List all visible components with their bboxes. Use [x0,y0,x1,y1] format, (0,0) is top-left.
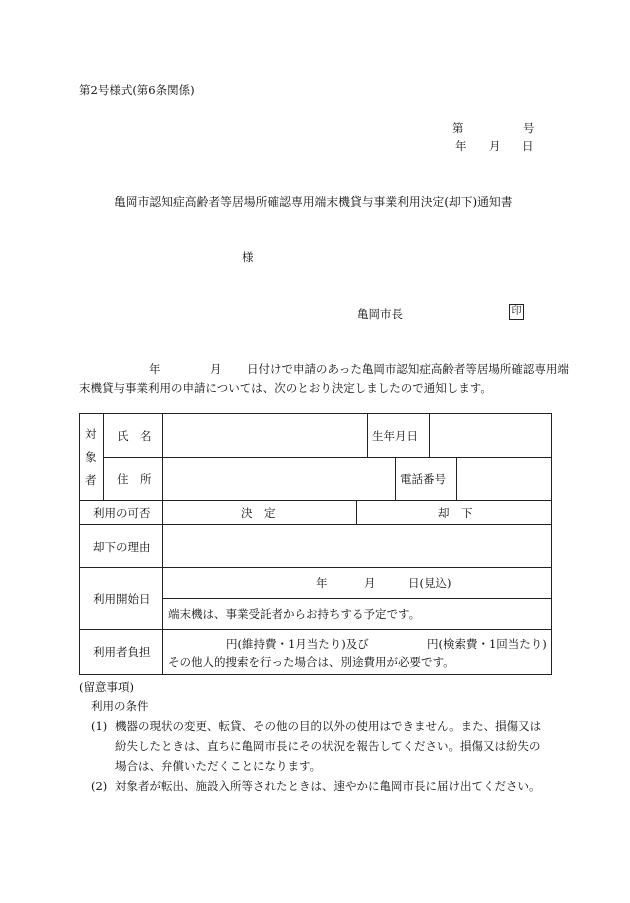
number-dai: 第 [452,121,464,135]
number-go: 号 [523,121,535,135]
note-item2-number: (2) [91,779,108,793]
start-date-label: 利用開始日 [93,592,151,606]
date-day: 日 [522,139,534,153]
intro-text-line2: 末機貸与事業利用の申請については、次のとおり決定しましたので通知します。 [79,381,492,395]
subject-label-3: 者 [85,473,97,487]
intro-year: 年 [149,362,161,376]
rejection-label: 却 下 [438,506,473,520]
intro-month: 月 [210,362,222,376]
form-number: 第2号様式(第6条関係) [79,83,195,97]
start-day: 日(見込) [408,576,452,590]
start-month: 月 [364,576,376,590]
decision-label: 決 定 [241,506,276,520]
name-label: 氏 名 [117,429,152,443]
application-table [79,413,552,675]
seal-mark: 印 [509,304,524,320]
subject-label-2: 象 [85,450,97,464]
issuer: 亀岡市長 [357,307,403,321]
notes-heading: (留意事項) [79,680,134,694]
reason-label: 却下の理由 [93,540,151,554]
date-year: 年 [455,139,467,153]
phone-label: 電話番号 [400,472,446,486]
address-label: 住 所 [117,472,152,486]
intro-text-line1: 日付けで申請のあった亀岡市認知症高齢者等居場所確認専用端 [247,362,569,376]
addressee-suffix: 様 [242,250,254,264]
subject-label-1: 対 [85,427,97,441]
birthdate-label: 生年月日 [372,429,418,443]
start-year: 年 [316,576,328,590]
burden-line1-b: 円(検索費・1回当たり) [427,637,547,651]
burden-label: 利用者負担 [93,645,151,659]
device-note: 端末機は、事業受託者からお持ちする予定です。 [168,607,421,621]
burden-line2: その他人的捜索を行った場合は、別途費用が必要です。 [168,655,455,669]
note-item1-line3: 場合は、弁償いただくことになります。 [115,759,322,773]
document-title: 亀岡市認知症高齢者等居場所確認専用端末機貸与事業利用決定(却下)通知書 [114,195,513,209]
date-month: 月 [489,139,501,153]
note-item1-number: (1) [91,719,108,733]
note-item1-line1: 機器の現状の変更、転貸、その他の目的以外の使用はできません。また、損傷又は [115,719,542,733]
burden-line1-a: 円(維持費・1月当たり)及び [226,637,369,651]
usage-label: 利用の可否 [93,506,151,520]
notes-subheading: 利用の条件 [91,699,149,713]
note-item1-line2: 紛失したときは、直ちに亀岡市長にその状況を報告してください。損傷又は紛失の [115,739,541,753]
note-item2-line1: 対象者が転出、施設入所等されたときは、速やかに亀岡市長に届け出てください。 [115,779,541,793]
